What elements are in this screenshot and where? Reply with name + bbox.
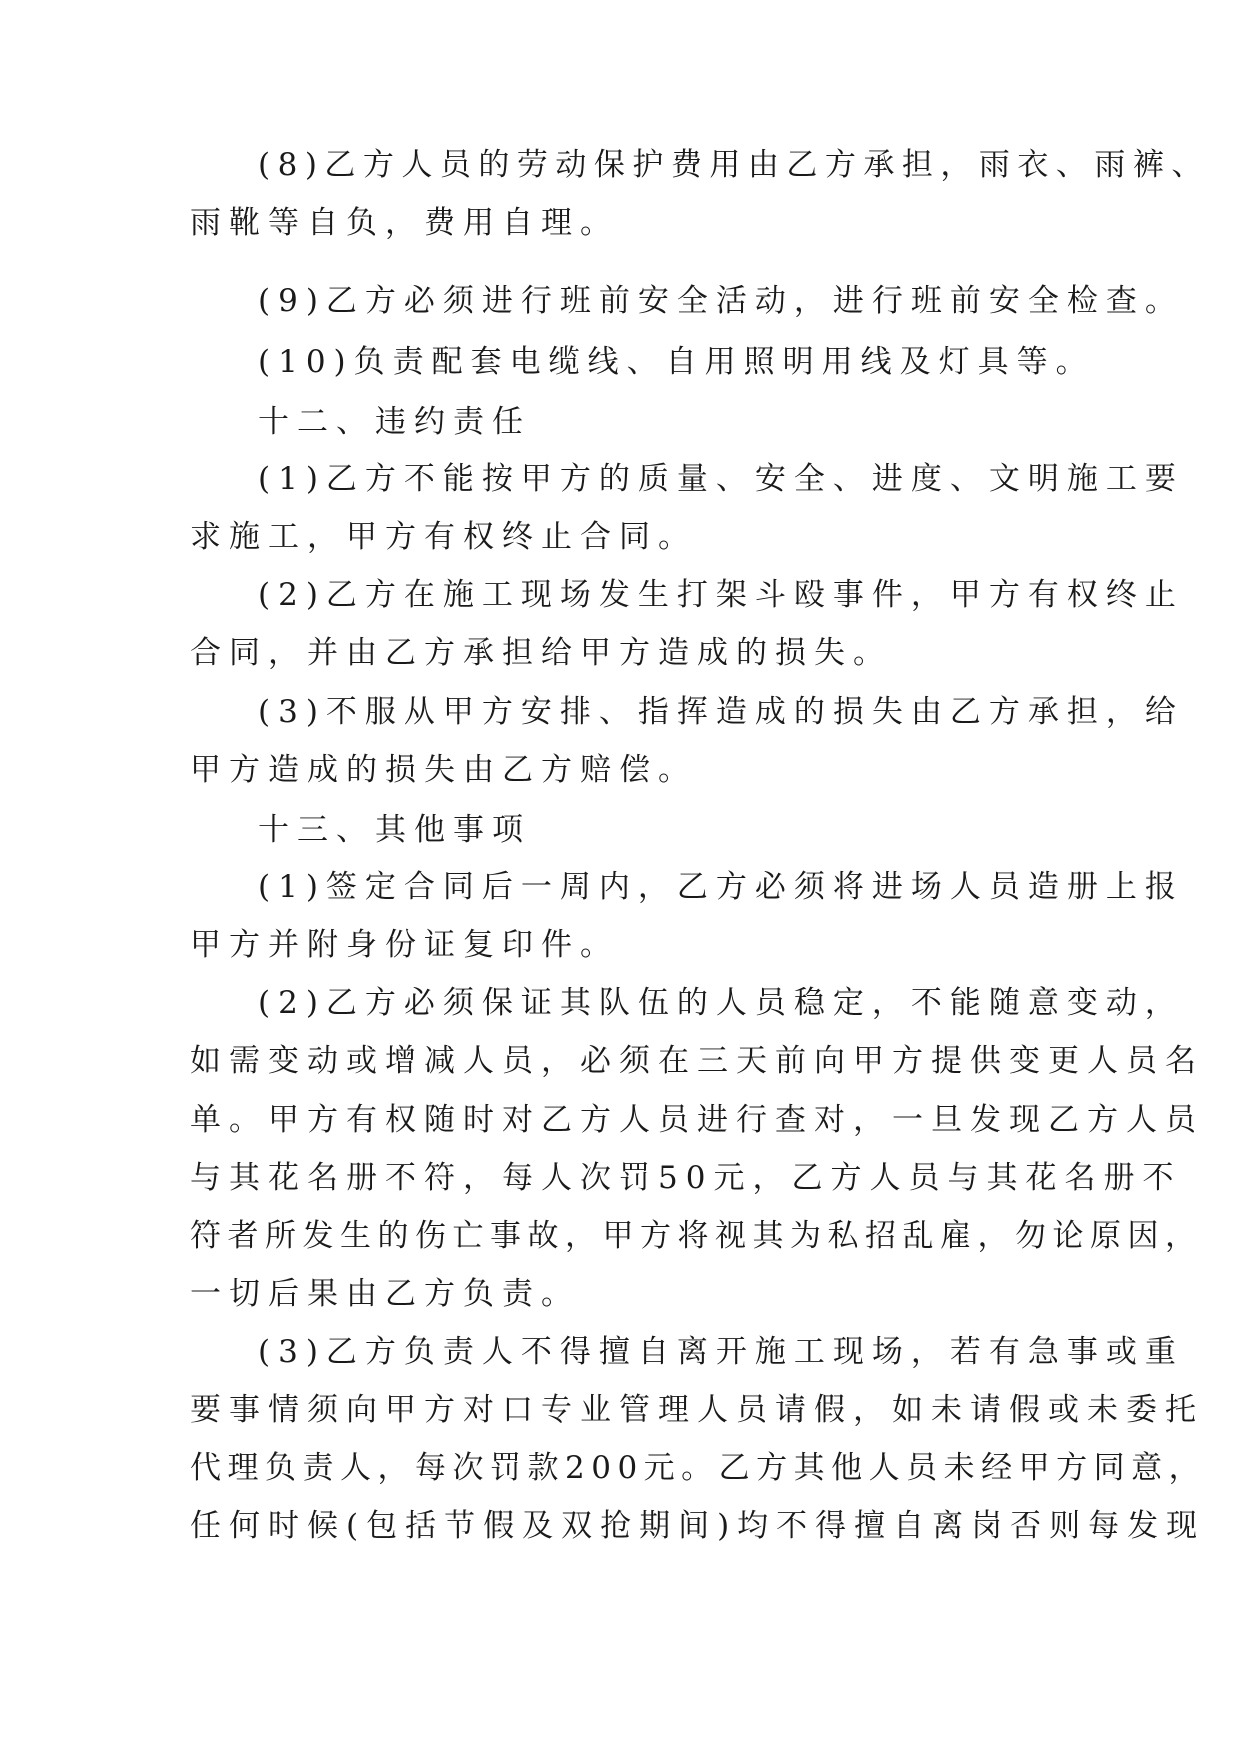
- text-line: (2)乙方必须保证其队伍的人员稳定，不能随意变动，: [258, 985, 1184, 1021]
- text-line: 求施工，甲方有权终止合同。: [190, 519, 697, 555]
- section-heading: 十三、其他事项: [258, 812, 531, 848]
- text-line: 合同，并由乙方承担给甲方造成的损失。: [190, 635, 892, 671]
- text-line: 与其花名册不符，每人次罚50元，乙方人员与其花名册不: [190, 1160, 1182, 1196]
- text-line: (1)乙方不能按甲方的质量、安全、进度、文明施工要: [258, 461, 1184, 497]
- text-line: 要事情须向甲方对口专业管理人员请假，如未请假或未委托: [190, 1392, 1204, 1428]
- text-line: (9)乙方必须进行班前安全活动，进行班前安全检查。: [258, 283, 1184, 319]
- text-line: 甲方造成的损失由乙方赔偿。: [190, 752, 697, 788]
- text-line: (1)签定合同后一周内，乙方必须将进场人员造册上报: [258, 869, 1184, 905]
- section-heading: 十二、违约责任: [258, 404, 531, 440]
- text-line: 任何时候(包括节假及双抢期间)均不得擅自离岗否则每发现: [190, 1508, 1206, 1544]
- text-line: (3)乙方负责人不得擅自离开施工现场，若有急事或重: [258, 1334, 1184, 1370]
- text-line: 雨靴等自负，费用自理。: [190, 205, 619, 241]
- text-line: (8)乙方人员的劳动保护费用由乙方承担，雨衣、雨裤、: [258, 147, 1210, 183]
- text-line: (2)乙方在施工现场发生打架斗殴事件，甲方有权终止: [258, 577, 1184, 613]
- text-line: (10)负责配套电缆线、自用照明用线及灯具等。: [258, 344, 1095, 380]
- text-line: 符者所发生的伤亡事故，甲方将视其为私招乱雇，勿论原因，: [190, 1218, 1203, 1254]
- text-line: (3)不服从甲方安排、指挥造成的损失由乙方承担，给: [258, 694, 1184, 730]
- text-line: 代理负责人，每次罚款200元。乙方其他人员未经甲方同意，: [190, 1450, 1207, 1486]
- text-line: 单。甲方有权随时对乙方人员进行查对，一旦发现乙方人员: [190, 1102, 1204, 1138]
- text-line: 一切后果由乙方负责。: [190, 1276, 580, 1312]
- text-line: 甲方并附身份证复印件。: [190, 927, 619, 963]
- text-line: 如需变动或增减人员，必须在三天前向甲方提供变更人员名: [190, 1043, 1204, 1079]
